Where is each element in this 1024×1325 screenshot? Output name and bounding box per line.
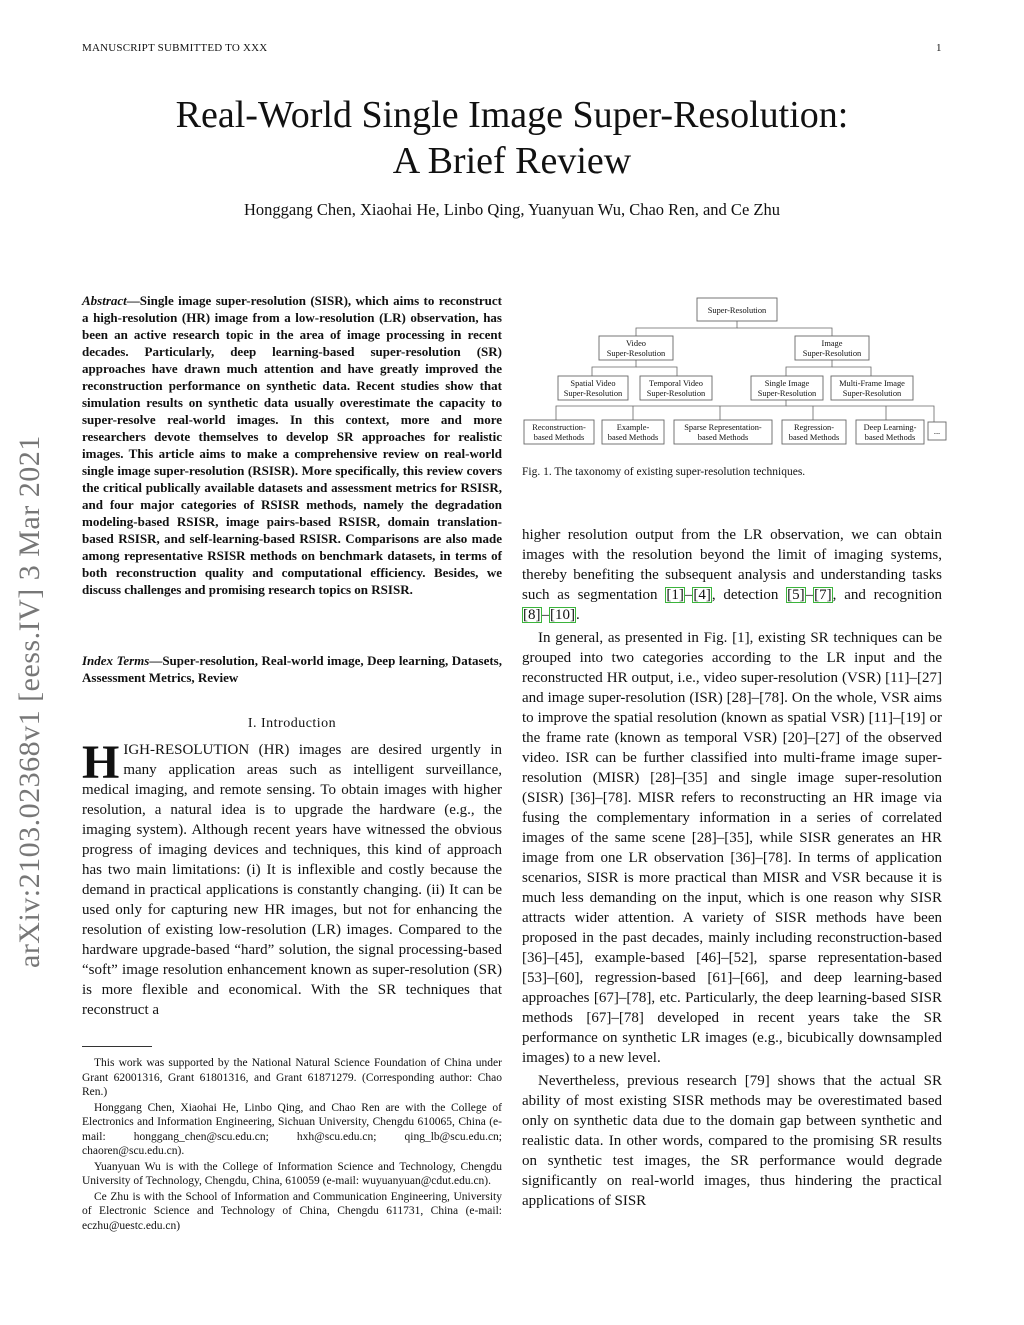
node-label: Reconstruction- [532,423,586,432]
index-terms-label: Index Terms [82,653,150,668]
text-run: – [541,607,549,623]
title-line-2: A Brief Review [392,140,632,182]
paper-title [0,92,1024,184]
citation-link[interactable]: [1] [666,587,684,603]
node-label: Spatial Video [570,379,616,388]
node-label: Super-Resolution [707,306,767,315]
node-label: based Methods [864,433,916,442]
node-label: Super-Resolution [802,349,862,358]
footnote-affiliation-3: Ce Zhu is with the School of Information and Communication Engineering, University of Electronic Science and Technology of China, Chengdu 611731, China (e-mail: eczhu@uestc.edu.cn) [82,1190,502,1232]
footnote-affiliation-2: Yuanyuan Wu is with the College of Information Science and Technology, Chengdu University of Technology, Chengdu, China, 610059 (e-mail: wuyuanyuan@cdut.edu.cn). [82,1160,502,1187]
paragraph: In general, as presented in Fig. [1], existing SR techniques can be grouped into two categories according to the LR input and the reconstructed HR output, i.e., video super-resolution (VSR) [11]–[27] and image super-resolution (ISR) [28]–[78]. On the whole, VSR aims to improve the spatial resolution (known as spatial VSR) [11]–[19] or the frame rate (known as temporal VSR) [20]–[27] of the observed video. ISR can be further classified into multi-frame image super-resolution (MISR) [28]–[35] and single image super-resolution (SISR) [36]–[78]. MISR refers to reconstructing an HR image via fusing the complementary information in a series of correlated images of the same scene [28]–[35], while SISR generates an HR image from one LR observation [36]–[78]. In terms of application scenarios, SISR is more practical than MISR and VSR because it is much less demanding on the input, which is one reason why SISR attracts wider attention. A variety of SISR methods have been proposed in the past decades, mainly including reconstruction-based [36]–[45], example-based [46]–[52], sparse representation-based [53]–[60], regression-based [61]–[66], and deep learning-based approaches [67]–[78], etc. Particularly, the deep learning-based SISR methods [67]–[78] developed in recent years take the SR performance on synthetic LR images (e.g., bicubically downsampled images) to a new level. [522,630,942,1066]
node-label: Super-Resolution [606,349,666,358]
node-label: based Methods [697,433,749,442]
taxonomy-diagram [522,294,952,458]
node-label: Deep Learning- [863,423,917,432]
text-run: higher resolution output from the LR observation, we can obtain images with the resolution beyond the limit of imaging systems, thereby benefiting the subsequent analysis and understanding tasks such as segmentation [522,527,942,603]
footnote-affiliation-1: Honggang Chen, Xiaohai He, Linbo Qing, and Chao Ren are with the College of Electronics and Information Engineering, Sichuan University, Chengdu 610065, China (e-mail: honggang_chen@scu.edu.cn; hxh@scu.edu.cn; qing_lb@scu.edu.cn; chaoren@scu.edu.cn). [82,1101,502,1157]
abstract [82,292,502,598]
node-label: Regression- [793,423,835,432]
arxiv-watermark: arXiv:2103.02368v1 [eess.IV] 3 Mar 2021 [13,435,46,968]
citation-link[interactable]: [4] [693,587,711,603]
citation-link[interactable]: [8] [523,607,541,623]
node-example-based [602,420,664,444]
node-label: Super-Resolution [757,389,817,398]
index-terms [82,652,502,686]
node-label: based Methods [607,433,659,442]
footnote-rule [82,1046,152,1047]
node-label: Multi-Frame Image [839,379,905,388]
text-run: , detection [711,587,787,603]
footnotes [82,1056,502,1234]
running-header: MANUSCRIPT SUBMITTED TO XXX [82,42,268,54]
node-label: Single Image [764,379,810,388]
author-list: Honggang Chen, Xiaohai He, Linbo Qing, Yuanyuan Wu, Chao Ren, and Ce Zhu [244,200,780,219]
citation-link[interactable]: [10] [550,607,575,623]
node-label: based Methods [533,433,585,442]
node-deep-learning-based [856,420,924,444]
text-run: , and recognition [832,587,942,603]
introduction-text [82,736,502,1020]
node-label: Sparse Representation- [684,423,762,432]
node-label: Temporal Video [649,379,703,388]
footnote-funding: This work was supported by the National Natural Science Foundation of China under Grant 62001316, Grant 61801316, and Grant 61871279. (Corresponding author: Chao Ren.) [82,1057,502,1098]
paragraph [522,525,942,625]
index-terms-text: —Super-resolution, Real-world image, Deep learning, Datasets, Assessment Metrics, Review [82,653,502,685]
text-run: – [684,587,693,603]
section-heading: I. Introduction [247,716,337,731]
text-run: . [576,607,580,623]
figure-caption: Fig. 1. The taxonomy of existing super-resolution techniques. [522,466,806,478]
right-column-text [522,525,942,1214]
node-spatial-video-sr [558,376,628,400]
node-label: based Methods [788,433,840,442]
node-single-image-sr [751,376,823,400]
node-regression-based [782,420,846,444]
node-sparse-representation-based [674,420,772,444]
abstract-label: Abstract [82,293,127,308]
node-reconstruction-based [524,420,594,444]
node-label: Example- [616,423,650,432]
node-label: Super-Resolution [842,389,902,398]
node-label: Image [821,339,843,348]
paragraph: Nevertheless, previous research [79] shows that the actual SR ability of most existing SISR methods may be overestimated based only on synthetic data due to the domain gap between synthetic and realistic data. In other words, compared to the promising SR results on synthetic test images, the SR performance would degrade significantly on real-world images, thus hindering the practical applications of SISR [522,1073,942,1209]
intro-paragraph: IGH-RESOLUTION (HR) images are desired urgently in many application areas such as intelligent surveillance, medical imaging, and remote sensing. To obtain images with higher resolution, a natural idea is to upgrade the hardware (e.g., the imaging system). Although recent years have witnessed the obvious progress of imaging devices and techniques, this kind of approach has two main limitations: (i) It is inflexible and costly because the demand in practical applications is constantly changing. (ii) It can be used only for capturing new HR images, but not for enhancing the resolution of existing low-resolution (LR) images. Compared to the hardware upgrade-based “hard” solution, the signal processing-based “soft” image resolution enhancement known as super-resolution (SR) is more flexible and economical. With the SR techniques that reconstruct a [82,742,502,1018]
node-image-sr [795,336,869,360]
title-line-1: Real-World Single Image Super-Resolution: [175,94,849,136]
abstract-text: —Single image super-resolution (SISR), which aims to reconstruct a high-resolution (HR) image from a low-resolution (LR) observation, has been an active research topic in the area of image processing in recent decades. Particularly, deep learning-based super-resolution (SR) approaches have drawn much attention and have greatly improved the reconstruction performance on synthetic data. Recent studies show that simulation results on synthetic data usually overestimate the capacity to super-resolve real-world images. In this context, more and more researchers devote themselves to develop SR approaches for realistic images. This article aims to make a comprehensive review on real-world single image super-resolution (RSISR). More specifically, this review covers the critical publically available datasets and assessment metrics for RSISR, and four major categories of RSISR methods, namely the degradation modeling-based RSISR, image pairs-based RSISR, domain translation-based RSISR, and self-learning-based RSISR. Comparisons are also made among representative RSISR methods on benchmark datasets, in terms of both reconstruction quality and computational efficiency. Besides, we discuss challenges and promising research topics on RSISR. [82,293,502,597]
node-label: Video [626,339,646,348]
citation-link[interactable]: [5] [787,587,805,603]
node-video-sr [599,336,673,360]
node-temporal-video-sr [640,376,712,400]
page-number: 1 [936,42,942,54]
drop-cap: H [82,736,120,789]
node-label: ... [933,427,941,436]
citation-link[interactable]: [7] [814,587,832,603]
node-super-resolution [697,298,777,321]
node-multi-frame-image-sr [831,376,913,400]
text-run: – [805,587,814,603]
node-label: Super-Resolution [646,389,706,398]
node-more [928,422,946,440]
node-label: Super-Resolution [563,389,623,398]
